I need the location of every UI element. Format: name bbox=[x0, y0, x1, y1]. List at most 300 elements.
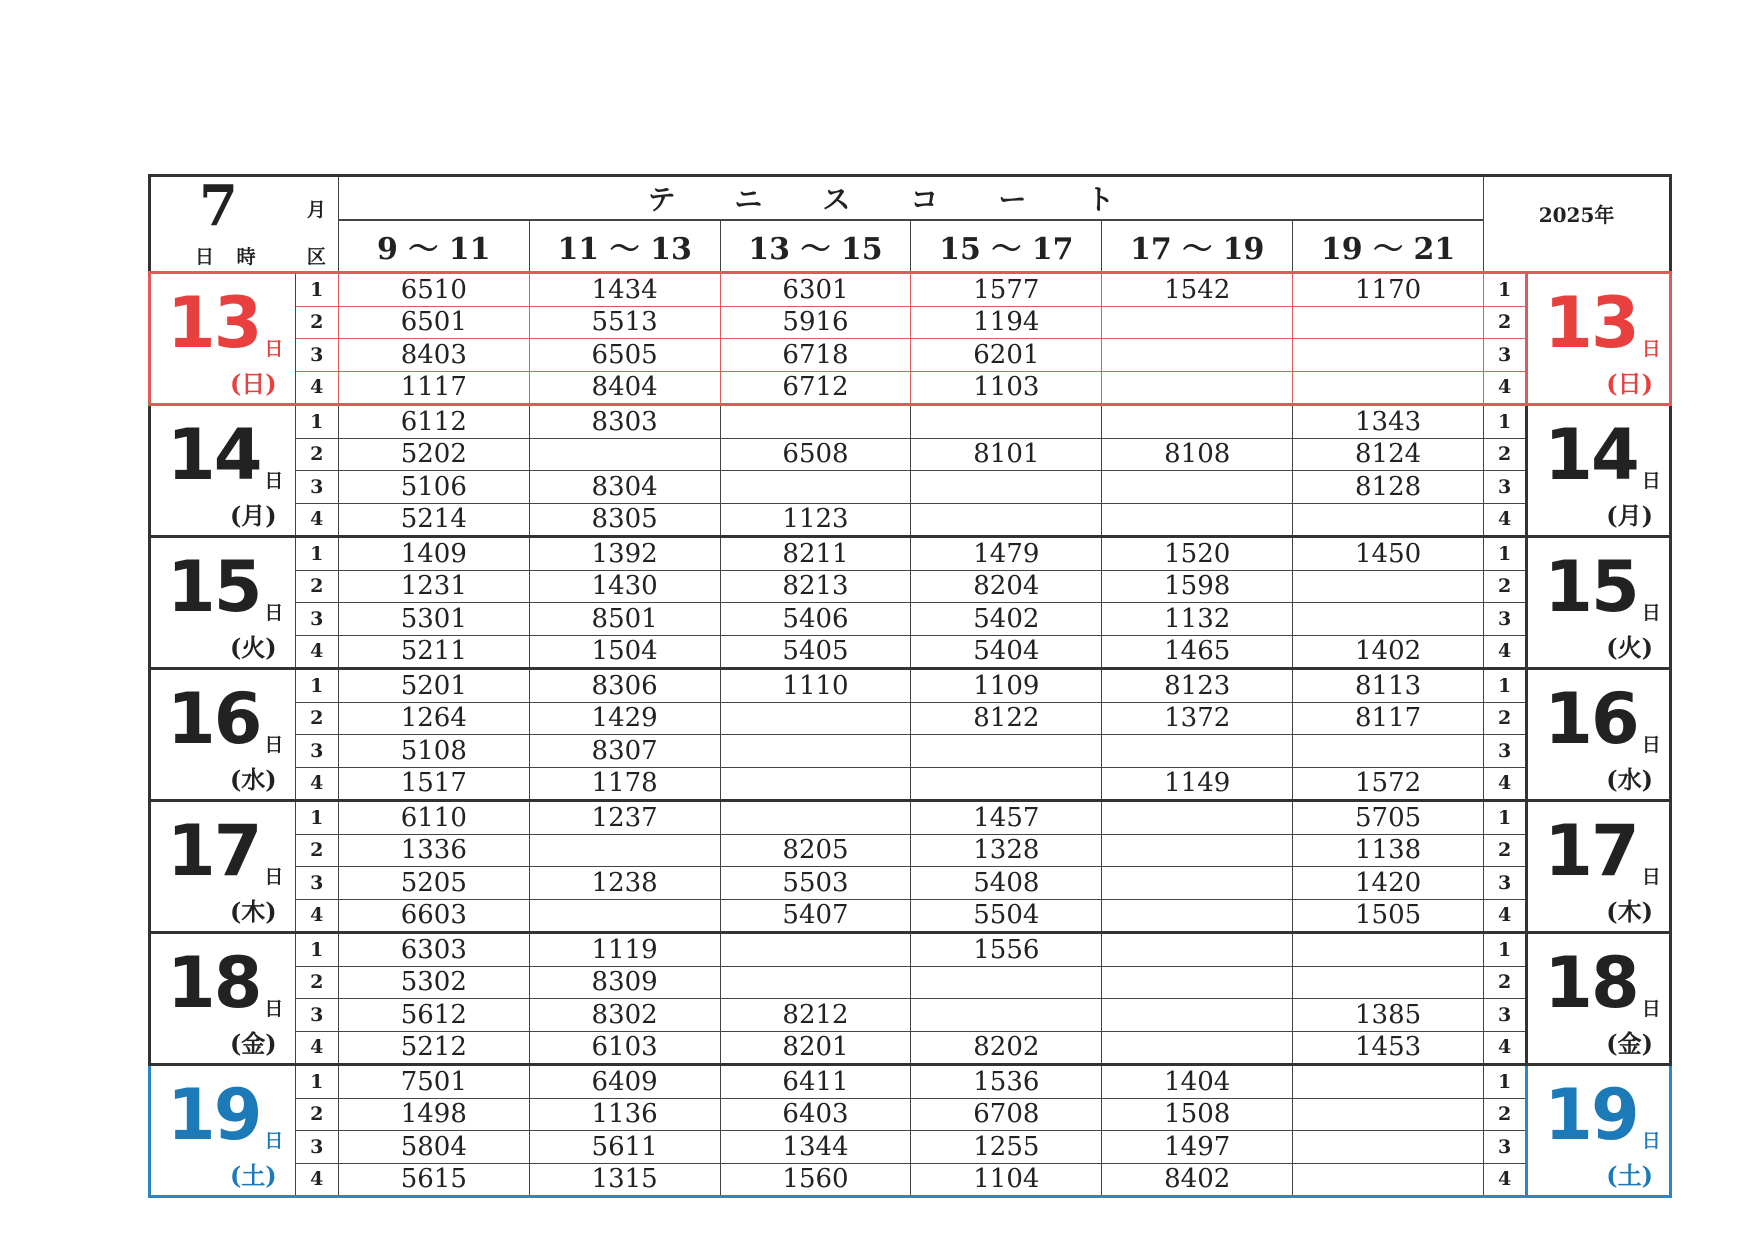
reservation-cell: 1372 bbox=[1102, 702, 1293, 735]
schedule-row bbox=[150, 306, 1671, 339]
reservation-cell bbox=[720, 767, 911, 801]
section-number-right: 4 bbox=[1484, 767, 1527, 801]
reservation-cell bbox=[1293, 1131, 1484, 1164]
reservation-cell: 1457 bbox=[911, 801, 1102, 835]
month-label: 月 bbox=[306, 199, 326, 221]
reservation-cell: 5705 bbox=[1293, 801, 1484, 835]
reservation-cell: 1404 bbox=[1102, 1065, 1293, 1099]
reservation-cell: 7501 bbox=[338, 1065, 529, 1099]
reservation-cell: 6301 bbox=[720, 273, 911, 307]
day-suffix-right: 日 bbox=[1641, 602, 1661, 624]
reservation-cell: 8108 bbox=[1102, 438, 1293, 471]
reservation-cell: 1497 bbox=[1102, 1131, 1293, 1164]
reservation-cell: 5402 bbox=[911, 603, 1102, 636]
reservation-cell: 1170 bbox=[1293, 273, 1484, 307]
time-slot-header: 15 ～ 17 bbox=[911, 220, 1102, 273]
section-number: 2 bbox=[295, 966, 338, 999]
reservation-cell: 1505 bbox=[1293, 899, 1484, 933]
section-number-right: 2 bbox=[1484, 702, 1527, 735]
reservation-cell: 1344 bbox=[720, 1131, 911, 1164]
section-number-right: 4 bbox=[1484, 371, 1527, 405]
page-title: テニスコート bbox=[338, 176, 1483, 221]
reservation-cell bbox=[1293, 306, 1484, 339]
reservation-cell: 5202 bbox=[338, 438, 529, 471]
reservation-cell: 5302 bbox=[338, 966, 529, 999]
day-time-label: 日 時 bbox=[195, 246, 264, 268]
reservation-cell bbox=[1102, 966, 1293, 999]
reservation-cell: 1255 bbox=[911, 1131, 1102, 1164]
reservation-cell: 1498 bbox=[338, 1098, 529, 1131]
day-suffix: 日 bbox=[264, 734, 284, 756]
reservation-cell: 1385 bbox=[1293, 999, 1484, 1032]
reservation-cell: 6501 bbox=[338, 306, 529, 339]
reservation-cell: 1520 bbox=[1102, 537, 1293, 571]
time-slot-header: 13 ～ 15 bbox=[720, 220, 911, 273]
reservation-cell: 1117 bbox=[338, 371, 529, 405]
reservation-cell bbox=[720, 471, 911, 504]
section-number-right: 4 bbox=[1484, 1163, 1527, 1197]
reservation-cell: 5615 bbox=[338, 1163, 529, 1197]
section-number: 3 bbox=[295, 1131, 338, 1164]
reservation-cell: 1104 bbox=[911, 1163, 1102, 1197]
day-cell-left bbox=[150, 1065, 296, 1197]
reservation-cell bbox=[1293, 371, 1484, 405]
day-cell-right bbox=[1527, 273, 1671, 405]
reservation-cell: 1409 bbox=[338, 537, 529, 571]
day-suffix: 日 bbox=[264, 602, 284, 624]
reservation-cell bbox=[1102, 867, 1293, 900]
reservation-cell: 8212 bbox=[720, 999, 911, 1032]
reservation-cell: 8213 bbox=[720, 570, 911, 603]
reservation-cell bbox=[1102, 801, 1293, 835]
reservation-cell: 1542 bbox=[1102, 273, 1293, 307]
reservation-cell: 8211 bbox=[720, 537, 911, 571]
reservation-cell: 1103 bbox=[911, 371, 1102, 405]
reservation-cell: 1149 bbox=[1102, 767, 1293, 801]
reservation-cell: 5916 bbox=[720, 306, 911, 339]
reservation-cell: 8306 bbox=[529, 669, 720, 703]
reservation-cell bbox=[1102, 735, 1293, 768]
section-number: 1 bbox=[295, 1065, 338, 1099]
weekday-label-right: (金) bbox=[1606, 1029, 1653, 1058]
reservation-cell: 6411 bbox=[720, 1065, 911, 1099]
reservation-cell bbox=[1293, 1163, 1484, 1197]
reservation-cell bbox=[1102, 339, 1293, 372]
schedule-row bbox=[150, 702, 1671, 735]
reservation-cell bbox=[720, 966, 911, 999]
schedule-row bbox=[150, 503, 1671, 537]
month-number: 7 bbox=[199, 173, 238, 239]
section-number-right: 1 bbox=[1484, 933, 1527, 967]
reservation-cell: 8302 bbox=[529, 999, 720, 1032]
reservation-cell: 1336 bbox=[338, 834, 529, 867]
reservation-cell bbox=[720, 801, 911, 835]
day-number-right: 13 bbox=[1544, 282, 1638, 364]
reservation-cell: 5612 bbox=[338, 999, 529, 1032]
day-suffix-right: 日 bbox=[1641, 866, 1661, 888]
reservation-cell bbox=[911, 966, 1102, 999]
reservation-cell: 1136 bbox=[529, 1098, 720, 1131]
weekday-label-right: (水) bbox=[1606, 765, 1653, 794]
schedule-row bbox=[150, 471, 1671, 504]
reservation-cell: 5212 bbox=[338, 1031, 529, 1065]
reservation-cell bbox=[1102, 503, 1293, 537]
day-cell-right bbox=[1527, 537, 1671, 669]
reservation-cell: 5504 bbox=[911, 899, 1102, 933]
section-number-right: 3 bbox=[1484, 339, 1527, 372]
schedule-row bbox=[150, 966, 1671, 999]
reservation-cell bbox=[720, 933, 911, 967]
reservation-cell: 1264 bbox=[338, 702, 529, 735]
reservation-cell: 8123 bbox=[1102, 669, 1293, 703]
schedule-sheet bbox=[148, 173, 1672, 1195]
day-number: 16 bbox=[167, 678, 261, 760]
day-suffix: 日 bbox=[264, 338, 284, 360]
section-number-right: 2 bbox=[1484, 306, 1527, 339]
day-number-right: 19 bbox=[1544, 1074, 1638, 1156]
schedule-row bbox=[150, 273, 1671, 307]
section-number: 1 bbox=[295, 669, 338, 703]
reservation-cell: 1429 bbox=[529, 702, 720, 735]
section-number: 4 bbox=[295, 503, 338, 537]
reservation-cell: 1434 bbox=[529, 273, 720, 307]
month-header-cell bbox=[150, 173, 339, 273]
reservation-cell bbox=[720, 735, 911, 768]
schedule-row bbox=[150, 603, 1671, 636]
section-number: 1 bbox=[295, 801, 338, 835]
section-number: 3 bbox=[295, 603, 338, 636]
reservation-cell: 8303 bbox=[529, 405, 720, 439]
reservation-cell: 5611 bbox=[529, 1131, 720, 1164]
section-number: 3 bbox=[295, 735, 338, 768]
day-number: 15 bbox=[167, 546, 261, 628]
reservation-cell bbox=[1293, 933, 1484, 967]
reservation-cell: 1536 bbox=[911, 1065, 1102, 1099]
section-number-right: 3 bbox=[1484, 603, 1527, 636]
reservation-cell: 1479 bbox=[911, 537, 1102, 571]
schedule-row bbox=[150, 735, 1671, 768]
section-number: 1 bbox=[295, 273, 338, 307]
section-number-right: 1 bbox=[1484, 405, 1527, 439]
day-suffix: 日 bbox=[264, 998, 284, 1020]
weekday-label: (月) bbox=[229, 501, 277, 530]
section-number: 1 bbox=[295, 933, 338, 967]
weekday-label: (金) bbox=[229, 1029, 277, 1058]
reservation-cell: 6510 bbox=[338, 273, 529, 307]
reservation-cell: 5503 bbox=[720, 867, 911, 900]
schedule-row bbox=[150, 1031, 1671, 1065]
reservation-cell: 1119 bbox=[529, 933, 720, 967]
reservation-cell: 8204 bbox=[911, 570, 1102, 603]
day-suffix: 日 bbox=[264, 1130, 284, 1152]
section-number: 4 bbox=[295, 767, 338, 801]
weekday-label: (水) bbox=[229, 765, 277, 794]
day-cell-left bbox=[150, 933, 296, 1065]
schedule-row bbox=[150, 1098, 1671, 1131]
reservation-cell: 5407 bbox=[720, 899, 911, 933]
section-number: 2 bbox=[295, 834, 338, 867]
reservation-cell: 8305 bbox=[529, 503, 720, 537]
schedule-row bbox=[150, 537, 1671, 571]
reservation-cell: 8113 bbox=[1293, 669, 1484, 703]
reservation-cell: 8501 bbox=[529, 603, 720, 636]
section-number: 4 bbox=[295, 899, 338, 933]
section-number-right: 2 bbox=[1484, 966, 1527, 999]
reservation-cell: 8117 bbox=[1293, 702, 1484, 735]
reservation-cell bbox=[1102, 371, 1293, 405]
section-number: 2 bbox=[295, 702, 338, 735]
tennis-court-schedule-table bbox=[148, 174, 1672, 1198]
reservation-cell: 6708 bbox=[911, 1098, 1102, 1131]
section-number: 2 bbox=[295, 438, 338, 471]
reservation-cell: 6303 bbox=[338, 933, 529, 967]
reservation-cell bbox=[529, 834, 720, 867]
section-number: 2 bbox=[295, 1098, 338, 1131]
day-suffix-right: 日 bbox=[1641, 1130, 1661, 1152]
weekday-label: (木) bbox=[229, 897, 277, 926]
schedule-row bbox=[150, 899, 1671, 933]
reservation-cell bbox=[720, 702, 911, 735]
reservation-cell bbox=[1293, 503, 1484, 537]
weekday-label: (土) bbox=[229, 1161, 277, 1190]
reservation-cell: 5804 bbox=[338, 1131, 529, 1164]
day-cell-left bbox=[150, 537, 296, 669]
reservation-cell: 1132 bbox=[1102, 603, 1293, 636]
schedule-row bbox=[150, 767, 1671, 801]
reservation-cell: 8128 bbox=[1293, 471, 1484, 504]
schedule-row bbox=[150, 1131, 1671, 1164]
reservation-cell bbox=[720, 405, 911, 439]
reservation-cell: 5106 bbox=[338, 471, 529, 504]
section-number-right: 2 bbox=[1484, 1098, 1527, 1131]
schedule-row bbox=[150, 867, 1671, 900]
day-number: 18 bbox=[167, 942, 261, 1024]
reservation-cell: 8124 bbox=[1293, 438, 1484, 471]
reservation-cell: 6712 bbox=[720, 371, 911, 405]
reservation-cell: 5211 bbox=[338, 635, 529, 669]
day-number-right: 16 bbox=[1544, 678, 1638, 760]
reservation-cell: 1231 bbox=[338, 570, 529, 603]
reservation-cell: 1237 bbox=[529, 801, 720, 835]
weekday-label-right: (土) bbox=[1606, 1161, 1653, 1190]
reservation-cell: 5408 bbox=[911, 867, 1102, 900]
reservation-cell: 8202 bbox=[911, 1031, 1102, 1065]
weekday-label-right: (月) bbox=[1606, 501, 1653, 530]
section-number: 3 bbox=[295, 867, 338, 900]
reservation-cell: 1110 bbox=[720, 669, 911, 703]
reservation-cell bbox=[1102, 471, 1293, 504]
weekday-label-right: (日) bbox=[1606, 369, 1653, 398]
reservation-cell: 1343 bbox=[1293, 405, 1484, 439]
reservation-cell: 1328 bbox=[911, 834, 1102, 867]
reservation-cell bbox=[1102, 999, 1293, 1032]
reservation-cell: 8403 bbox=[338, 339, 529, 372]
reservation-cell bbox=[911, 735, 1102, 768]
reservation-cell bbox=[1102, 834, 1293, 867]
day-number: 13 bbox=[167, 282, 261, 364]
weekday-label: (日) bbox=[229, 369, 277, 398]
reservation-cell: 6718 bbox=[720, 339, 911, 372]
schedule-row bbox=[150, 1163, 1671, 1197]
section-number-right: 4 bbox=[1484, 1031, 1527, 1065]
reservation-cell bbox=[911, 999, 1102, 1032]
section-number: 3 bbox=[295, 471, 338, 504]
reservation-cell bbox=[1293, 966, 1484, 999]
section-number-right: 4 bbox=[1484, 635, 1527, 669]
reservation-cell: 8201 bbox=[720, 1031, 911, 1065]
reservation-cell bbox=[1293, 735, 1484, 768]
reservation-cell: 1123 bbox=[720, 503, 911, 537]
section-number: 2 bbox=[295, 306, 338, 339]
weekday-label-right: (木) bbox=[1606, 897, 1653, 926]
weekday-label-right: (火) bbox=[1606, 633, 1653, 662]
reservation-cell: 6110 bbox=[338, 801, 529, 835]
day-cell-left bbox=[150, 801, 296, 933]
day-cell-left bbox=[150, 405, 296, 537]
reservation-cell: 1504 bbox=[529, 635, 720, 669]
reservation-cell: 1453 bbox=[1293, 1031, 1484, 1065]
reservation-cell: 5406 bbox=[720, 603, 911, 636]
reservation-cell bbox=[1293, 339, 1484, 372]
section-number: 1 bbox=[295, 405, 338, 439]
reservation-cell: 6508 bbox=[720, 438, 911, 471]
day-cell-left bbox=[150, 669, 296, 801]
reservation-cell: 1109 bbox=[911, 669, 1102, 703]
section-number-right: 2 bbox=[1484, 570, 1527, 603]
schedule-row bbox=[150, 999, 1671, 1032]
reservation-cell: 8304 bbox=[529, 471, 720, 504]
reservation-cell bbox=[1102, 899, 1293, 933]
schedule-row bbox=[150, 405, 1671, 439]
day-suffix-right: 日 bbox=[1641, 470, 1661, 492]
reservation-cell: 1517 bbox=[338, 767, 529, 801]
reservation-cell: 1315 bbox=[529, 1163, 720, 1197]
day-suffix-right: 日 bbox=[1641, 734, 1661, 756]
section-number-right: 3 bbox=[1484, 735, 1527, 768]
reservation-cell: 1392 bbox=[529, 537, 720, 571]
reservation-cell: 1577 bbox=[911, 273, 1102, 307]
reservation-cell bbox=[911, 471, 1102, 504]
day-suffix-right: 日 bbox=[1641, 998, 1661, 1020]
day-suffix: 日 bbox=[264, 866, 284, 888]
day-number-right: 17 bbox=[1544, 810, 1638, 892]
section-number-right: 3 bbox=[1484, 867, 1527, 900]
section-number-right: 2 bbox=[1484, 438, 1527, 471]
reservation-cell: 6112 bbox=[338, 405, 529, 439]
section-number-right: 3 bbox=[1484, 1131, 1527, 1164]
reservation-cell: 1465 bbox=[1102, 635, 1293, 669]
section-number-right: 1 bbox=[1484, 801, 1527, 835]
reservation-cell: 5214 bbox=[338, 503, 529, 537]
reservation-cell bbox=[1102, 933, 1293, 967]
schedule-row bbox=[150, 371, 1671, 405]
reservation-cell bbox=[911, 767, 1102, 801]
reservation-cell: 6103 bbox=[529, 1031, 720, 1065]
section-number-right: 4 bbox=[1484, 899, 1527, 933]
day-cell-right bbox=[1527, 801, 1671, 933]
schedule-row bbox=[150, 801, 1671, 835]
reservation-cell: 8404 bbox=[529, 371, 720, 405]
day-cell-right bbox=[1527, 933, 1671, 1065]
section-number-right: 1 bbox=[1484, 669, 1527, 703]
day-number: 17 bbox=[167, 810, 261, 892]
section-number: 4 bbox=[295, 371, 338, 405]
reservation-cell: 1194 bbox=[911, 306, 1102, 339]
section-number-right: 3 bbox=[1484, 471, 1527, 504]
section-number: 4 bbox=[295, 635, 338, 669]
reservation-cell: 5108 bbox=[338, 735, 529, 768]
reservation-cell: 5205 bbox=[338, 867, 529, 900]
reservation-cell: 8205 bbox=[720, 834, 911, 867]
reservation-cell: 8309 bbox=[529, 966, 720, 999]
day-cell-right bbox=[1527, 669, 1671, 801]
section-number: 4 bbox=[295, 1163, 338, 1197]
reservation-cell bbox=[1102, 306, 1293, 339]
day-number-right: 15 bbox=[1544, 546, 1638, 628]
day-number-right: 14 bbox=[1544, 414, 1638, 496]
section-number-right: 1 bbox=[1484, 1065, 1527, 1099]
section-number: 3 bbox=[295, 339, 338, 372]
reservation-cell: 1178 bbox=[529, 767, 720, 801]
section-number-right: 1 bbox=[1484, 273, 1527, 307]
schedule-row bbox=[150, 438, 1671, 471]
reservation-cell: 5405 bbox=[720, 635, 911, 669]
section-number: 2 bbox=[295, 570, 338, 603]
reservation-cell: 8307 bbox=[529, 735, 720, 768]
section-number: 4 bbox=[295, 1031, 338, 1065]
reservation-cell: 1508 bbox=[1102, 1098, 1293, 1131]
reservation-cell: 6409 bbox=[529, 1065, 720, 1099]
section-number: 1 bbox=[295, 537, 338, 571]
reservation-cell bbox=[1293, 1065, 1484, 1099]
reservation-cell: 6603 bbox=[338, 899, 529, 933]
time-slot-header: 11 ～ 13 bbox=[529, 220, 720, 273]
reservation-cell: 5201 bbox=[338, 669, 529, 703]
reservation-cell: 1402 bbox=[1293, 635, 1484, 669]
reservation-cell: 5404 bbox=[911, 635, 1102, 669]
time-slot-header: 9 ～ 11 bbox=[338, 220, 529, 273]
section-number-right: 2 bbox=[1484, 834, 1527, 867]
reservation-cell: 6505 bbox=[529, 339, 720, 372]
reservation-cell: 1598 bbox=[1102, 570, 1293, 603]
schedule-row bbox=[150, 570, 1671, 603]
section-label: 区 bbox=[306, 246, 326, 268]
reservation-cell bbox=[1293, 603, 1484, 636]
reservation-cell: 5301 bbox=[338, 603, 529, 636]
year-label: 2025年 bbox=[1484, 176, 1671, 273]
reservation-cell: 8101 bbox=[911, 438, 1102, 471]
reservation-cell: 1238 bbox=[529, 867, 720, 900]
reservation-cell: 1560 bbox=[720, 1163, 911, 1197]
schedule-row bbox=[150, 933, 1671, 967]
section-number-right: 4 bbox=[1484, 503, 1527, 537]
reservation-cell: 1450 bbox=[1293, 537, 1484, 571]
reservation-cell bbox=[529, 438, 720, 471]
reservation-cell bbox=[1293, 1098, 1484, 1131]
day-cell-left bbox=[150, 273, 296, 405]
day-number-right: 18 bbox=[1544, 942, 1638, 1024]
section-number-right: 1 bbox=[1484, 537, 1527, 571]
schedule-row bbox=[150, 339, 1671, 372]
reservation-cell: 1138 bbox=[1293, 834, 1484, 867]
reservation-cell bbox=[529, 899, 720, 933]
schedule-row bbox=[150, 834, 1671, 867]
day-cell-right bbox=[1527, 405, 1671, 537]
weekday-label: (火) bbox=[229, 633, 277, 662]
day-number: 19 bbox=[167, 1074, 261, 1156]
reservation-cell bbox=[1102, 1031, 1293, 1065]
time-slot-header: 17 ～ 19 bbox=[1102, 220, 1293, 273]
